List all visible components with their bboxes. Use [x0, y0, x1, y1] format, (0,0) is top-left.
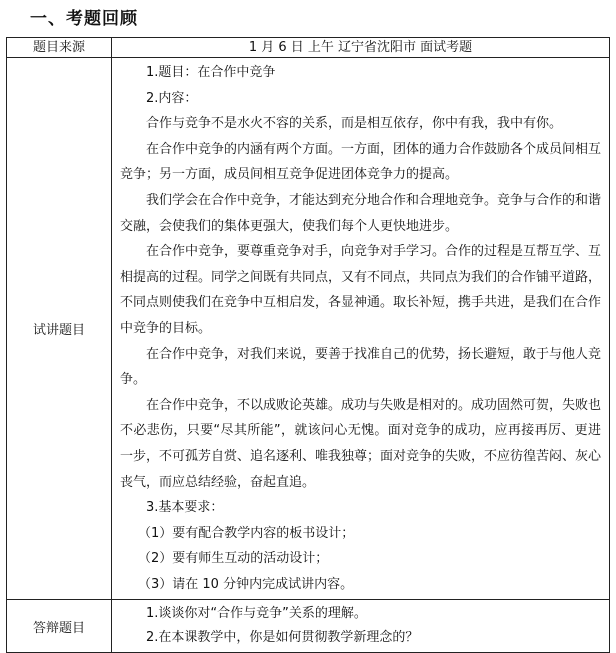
exam-table: [6, 37, 610, 653]
source-label: 题目来源: [7, 38, 112, 58]
content-paragraph: 我们学会在合作中竞争，才能达到充分地合作和合理地竞争。竞争与合作的和谐交融，会使我们的集体更强大，使我们每个人更快地进步。: [120, 192, 602, 234]
content-paragraph: 在合作中竞争，对我们来说，要善于找准自己的优势，扬长避短，敢于与他人竞争。: [120, 346, 602, 388]
content-paragraph: 在合作中竞争，不以成败论英雄。成功与失败是相对的。成功固然可贺，失败也不必悲伤，只要“尽其所能”，就该问心无愧。面对竞争的成功，应再接再厉、更进一步，不可孤芳自赏、追名逐利、唯我独尊；面对竞争的失败，不应彷徨苦闷、灰心丧气，而应总结经验，奋起直追。: [120, 397, 602, 490]
content-paragraph: 合作与竞争不是水火不容的关系，而是相互依存，你中有我，我中有你。: [146, 116, 563, 132]
content-paragraph: 在合作中竞争的内涵有两个方面。一方面，团体的通力合作鼓励各个成员间相互竞争；另一方面，成员间相互竞争促进团体竞争力的提高。: [120, 141, 602, 183]
defense-content: [112, 600, 610, 653]
requirements-heading: 3.基本要求：: [146, 500, 224, 516]
content-paragraph: 在合作中竞争，要尊重竞争对手，向竞争对手学习。合作的过程是互帮互学、互相提高的过程。同学之间既有共同点，又有不同点，共同点为我们的合作铺平道路，不同点则使我们在竞争中互相启发，各显神通。取长补短，携手共进，是我们在合作中竞争的目标。: [120, 244, 602, 336]
requirement-item: （3）请在 10 分钟内完成试讲内容。: [138, 576, 354, 592]
defense-question: 2.在本课教学中，你是如何贯彻教学新理念的？: [146, 630, 419, 646]
defense-row: [7, 600, 610, 653]
lecture-topic: 1.题目：在合作中竞争: [146, 65, 276, 80]
source-row: [7, 38, 610, 58]
content-heading: 2.内容：: [146, 90, 198, 106]
defense-question: 1.谈谈你对“合作与竞争”关系的理解。: [146, 606, 367, 622]
lecture-label: 试讲题目: [7, 58, 112, 600]
section-heading: 一、考题回顾: [30, 9, 138, 29]
lecture-row: [7, 58, 610, 600]
lecture-content: [112, 58, 610, 600]
defense-label: 答辩题目: [7, 600, 112, 653]
requirement-item: （2）要有师生互动的活动设计；: [138, 551, 329, 567]
requirement-item: （1）要有配合教学内容的板书设计；: [138, 525, 355, 541]
source-content: 1 月 6 日 上午 辽宁省沈阳市 面试考题: [112, 38, 610, 58]
